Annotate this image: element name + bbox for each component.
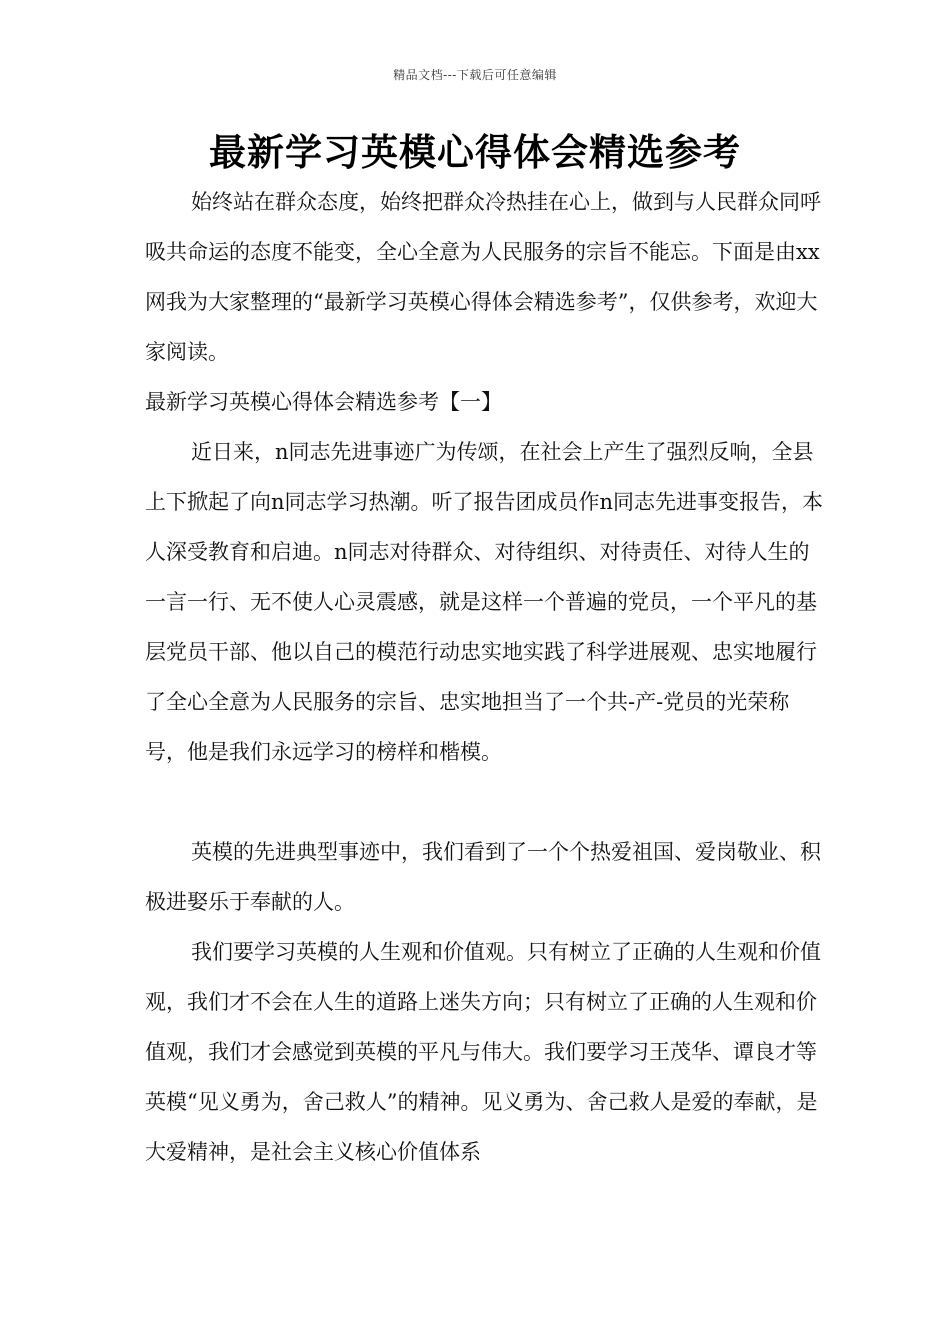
paragraph-2: 英模的先进典型事迹中，我们看到了一个个热爱祖国、爱岗敬业、积极进娶乐于奉献的人。 — [145, 840, 821, 914]
page-title: 最新学习英模心得体会精选参考 — [209, 131, 741, 174]
document-body — [145, 177, 825, 1177]
paragraph-spacer — [145, 777, 825, 827]
intro-paragraph: 始终站在群众态度，始终把群众冷热挂在心上，做到与人民群众同呼吸共命运的态度不能变，全心全意为人民服务的宗旨不能忘。下面是由xx网我为大家整理的“最新学习英模心得体会精选参考”，仅供参考，欢迎大家阅读。 — [145, 190, 821, 364]
paragraph-3: 我们要学习英模的人生观和价值观。只有树立了正确的人生观和价值观，我们才不会在人生的道路上迷失方向；只有树立了正确的人生观和价值观，我们才会感觉到英模的平凡与伟大。我们要学习王茂华、谭良才等英模“见义勇为，舍己救人”的精神。见义勇为、舍己救人是爱的奉献，是大爱精神，是社会主义核心价值体系 — [145, 940, 821, 1164]
header-note: 精品文档---下载后可任意编辑 — [393, 68, 557, 82]
section-heading: 最新学习英模心得体会精选参考【一】 — [145, 390, 502, 414]
paragraph-1: 近日来，n同志先进事迹广为传颂，在社会上产生了强烈反响，全县上下掀起了向n同志学习热潮。听了报告团成员作n同志先进事变报告，本人深受教育和启迪。n同志对待群众、对待组织、对待责任、对待人生的一言一行、无不使人心灵震感，就是这样一个普遍的党员，一个平凡的基层党员干部、他以自己的模范行动忠实地实践了科学进展观、忠实地履行了全心全意为人民服务的宗旨、忠实地担当了一个共-产-党员的光荣称号，他是我们永远学习的榜样和楷模。 — [145, 440, 824, 764]
